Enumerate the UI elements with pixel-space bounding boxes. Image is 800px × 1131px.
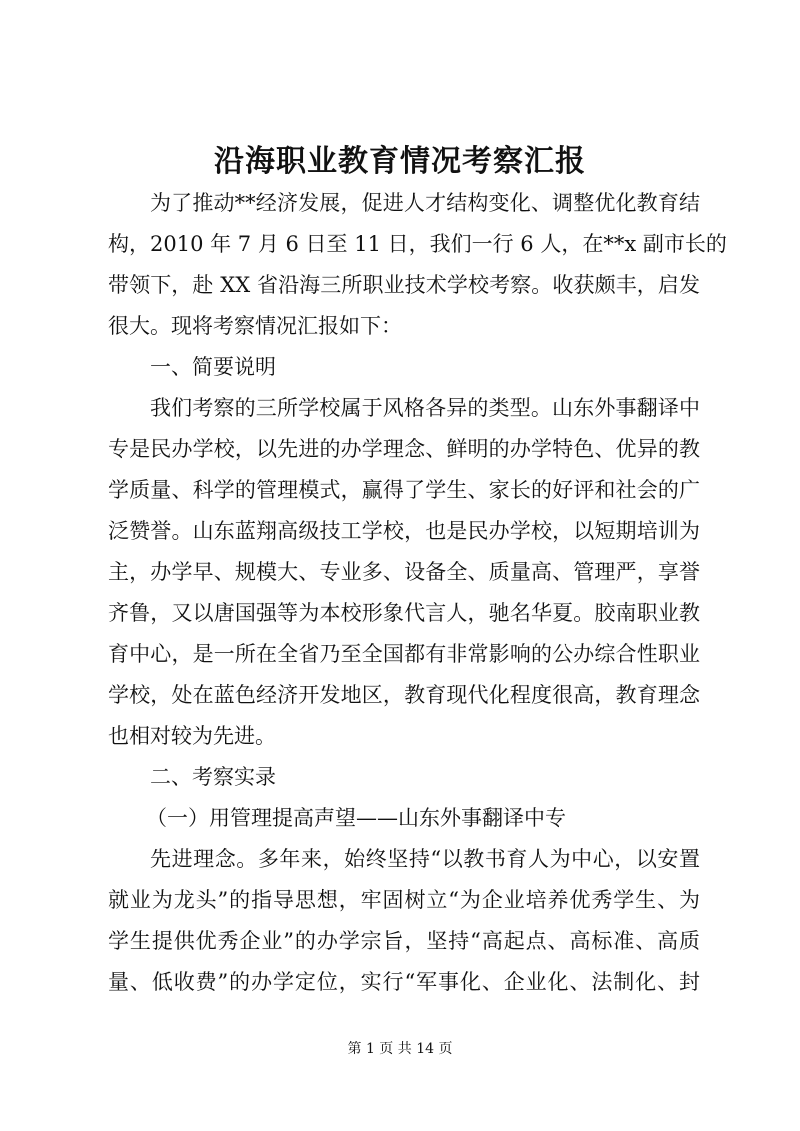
body-line-10: 主，办学早、规模大、专业多、设备全、质量高、管理严，享誉 [108,560,700,584]
document-title: 沿海职业教育情况考察汇报 [214,144,586,179]
body-line-8: 学质量、科学的管理模式，赢得了学生、家长的好评和社会的广 [108,478,700,502]
body-line-6: 我们考察的三所学校属于风格各异的类型。山东外事翻译中 [150,396,700,420]
subsection-heading-1: （一）用管理提高声望——山东外事翻译中专 [146,806,566,830]
body-line-20: 量、低收费”的办学定位，实行“军事化、企业化、法制化、封 [108,970,700,994]
body-line-17: 先进理念。多年来，始终坚持“以教书育人为中心，以安置 [150,847,700,871]
body-line-13: 学校，处在蓝色经济开发地区，教育现代化程度很高，教育理念 [108,683,700,707]
body-line-11: 齐鲁，又以唐国强等为本校形象代言人，驰名华夏。胶南职业教 [108,601,700,625]
body-line-14: 也相对较为先进。 [108,724,276,748]
section-heading-2: 二、考察实录 [150,765,276,789]
body-line-19: 学生提供优秀企业”的办学宗旨，坚持“高起点、高标准、高质 [108,929,700,953]
body-line-12: 育中心，是一所在全省乃至全国都有非常影响的公办综合性职业 [108,642,700,666]
body-line-9: 泛赞誉。山东蓝翔高级技工学校，也是民办学校，以短期培训为 [108,519,700,543]
body-line-4: 很大。现将考察情况汇报如下： [108,314,402,338]
body-line-3: 带领下，赴 XX 省沿海三所职业技术学校考察。收获颇丰，启发 [108,273,700,297]
page-footer: 第 1 页 共 14 页 [347,1041,453,1057]
body-line-7: 专是民办学校，以先进的办学理念、鲜明的办学特色、优异的教 [108,437,700,461]
body-line-2: 构，2010 年 7 月 6 日至 11 日，我们一行 6 人，在**x 副市长的 [108,232,727,256]
body-line-1: 为了推动**经济发展，促进人才结构变化、调整优化教育结 [150,191,700,215]
body-line-18: 就业为龙头”的指导思想，牢固树立“为企业培养优秀学生、为 [108,888,700,912]
section-heading-1: 一、简要说明 [150,355,276,379]
